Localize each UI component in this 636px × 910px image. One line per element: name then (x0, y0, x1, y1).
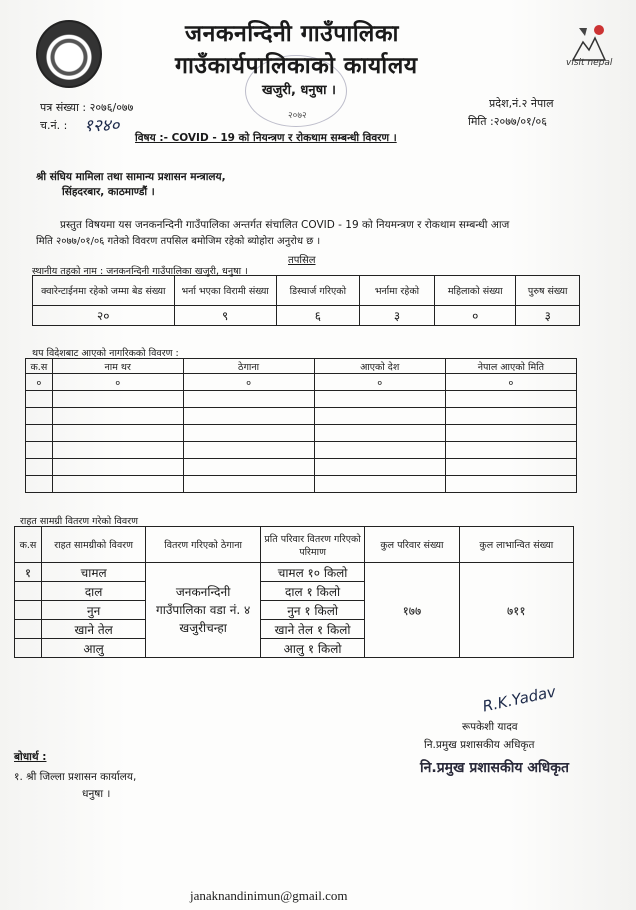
subject-line: विषय :- COVID - 19 को नियन्त्रण र रोकथाम सम्बन्धी विवरण । (135, 132, 397, 144)
header-quantity-per-family: प्रति परिवार वितरण गरिएको परिमाण (260, 527, 364, 563)
foreign-returnees-table (25, 358, 577, 493)
table-cell: ० (26, 374, 53, 391)
header-quarantine-beds: क्वारेन्टाईनमा रहेको जम्मा बेड संख्या (33, 276, 175, 306)
table-cell: ० (52, 374, 183, 391)
relief-distribution-title: राहत सामग्री वितरण गरेको विवरण (20, 516, 138, 527)
recipient-line2: सिंहदरबार, काठमाण्डौं । (62, 186, 155, 198)
signature-scribble: R.K.Yadav (480, 682, 558, 716)
local-level-name: स्थानीय तहको नाम : जनकनन्दिनी गाउँपालिका खजुरी, धनुषा । (32, 266, 248, 277)
government-emblem-logo (36, 20, 102, 88)
designation-stamp: नि.प्रमुख प्रशासकीय अधिकृत (420, 760, 569, 776)
quantity-oil: खाने तेल १ किलो (260, 620, 364, 639)
relief-item-oil: खाने तेल (41, 620, 145, 639)
foreign-returnees-title: थप विदेशबाट आएको नागरिकको विवरण : (32, 348, 179, 359)
office-title: गाउँकार्यपालिकाको कार्यालय (175, 53, 418, 79)
value-discharged: ६ (276, 306, 359, 326)
body-paragraph-line1: प्रस्तुत विषयमा यस जनकनन्दिनी गाउँपालिका अन्तर्गत संचालित COVID - 19 को नियमन्त्रण र रोकथाम सम्बन्धी आज (60, 219, 510, 231)
quantity-rice: चामल १० किलो (260, 563, 364, 582)
value-female-count: ० (435, 306, 516, 326)
header-serial: क.स (15, 527, 42, 563)
header-distribution-address: वितरण गरिएको ठेगाना (146, 527, 261, 563)
total-families-value: १७७ (365, 563, 459, 658)
visit-nepal-text: visit nepal (566, 58, 613, 68)
quantity-lentils: दाल १ किलो (260, 582, 364, 601)
municipality-title: जनकनन्दिनी गाउँपालिका (185, 21, 399, 47)
value-quarantine-beds: २० (33, 306, 175, 326)
header-discharged: डिस्चार्ज गरिएको (276, 276, 359, 306)
stamp-year: २०७२ (288, 111, 307, 121)
office-address: खजुरी, धनुषा । (262, 83, 336, 98)
relief-item-salt: नुन (41, 601, 145, 620)
covid-summary-table (32, 275, 580, 326)
header-admitted: भर्ना भएका विरामी संख्या (174, 276, 276, 306)
value-admitted: ९ (174, 306, 276, 326)
table-row (26, 476, 577, 493)
value-male-count: ३ (516, 306, 580, 326)
footer-email: janaknandinimun@gmail.com (190, 888, 348, 903)
relief-address: जनकनन्दिनी गाउँपालिका वडा नं. ४ खजुरीचन्हा (146, 563, 261, 658)
header-female-count: महिलाको संख्या (435, 276, 516, 306)
header-total-beneficiaries: कुल लाभान्वित संख्या (459, 527, 573, 563)
header-male-count: पुरुष संख्या (516, 276, 580, 306)
recipient-line1: श्री संघिय मामिला तथा सामान्य प्रशासन मन्त्रालय, (36, 171, 226, 183)
header-serial: क.स (26, 359, 53, 374)
table-cell: ० (183, 374, 314, 391)
table-row (26, 408, 577, 425)
signatory-name: रूपकेशी यादव (462, 721, 518, 733)
cc-line2: धनुषा । (82, 788, 111, 800)
header-relief-item: राहत सामग्रीको विवरण (41, 527, 145, 563)
table-row (26, 459, 577, 476)
relief-item-potato: आलु (41, 639, 145, 658)
header-total-families: कुल परिवार संख्या (365, 527, 459, 563)
value-in-admission: ३ (359, 306, 434, 326)
cc-label: बोधार्थ : (14, 751, 47, 763)
body-paragraph-line2: मिति २०७७/०१/०६ गतेको विवरण तपसिल बमोजिम रहेको ब्योहोरा अनुरोध छ । (36, 236, 321, 247)
relief-item-lentils: दाल (41, 582, 145, 601)
relief-item-rice: चामल (41, 563, 145, 582)
table-row (26, 425, 577, 442)
header-in-admission: भर्नामा रहेको (359, 276, 434, 306)
relief-serial: १ (15, 563, 42, 582)
table-cell: ० (445, 374, 576, 391)
quantity-potato: आलु १ किलो (260, 639, 364, 658)
header-country: आएको देश (314, 359, 445, 374)
table-cell: ० (314, 374, 445, 391)
header-name: नाम थर (52, 359, 183, 374)
cc-line1: १. श्री जिल्ला प्रशासन कार्यालय, (14, 771, 137, 783)
dispatch-number-value: १२४० (84, 116, 120, 136)
letter-number: पत्र संख्या : २०७६/०७७ (40, 101, 134, 114)
relief-distribution-table (14, 526, 574, 658)
tapasil-heading: तपसिल (288, 255, 316, 266)
dispatch-number-label: च.नं. : (40, 119, 68, 132)
letter-date: मिति :२०७७/०१/०६ (468, 115, 547, 128)
table-row (26, 442, 577, 459)
total-beneficiaries-value: ७११ (459, 563, 573, 658)
table-row (26, 391, 577, 408)
province-text: प्रदेश,नं.२ नेपाल (489, 97, 554, 110)
header-arrival-date: नेपाल आएको मिति (445, 359, 576, 374)
quantity-salt: नुन १ किलो (260, 601, 364, 620)
signatory-title: नि.प्रमुख प्रशासकीय अधिकृत (424, 739, 535, 751)
header-address: ठेगाना (183, 359, 314, 374)
